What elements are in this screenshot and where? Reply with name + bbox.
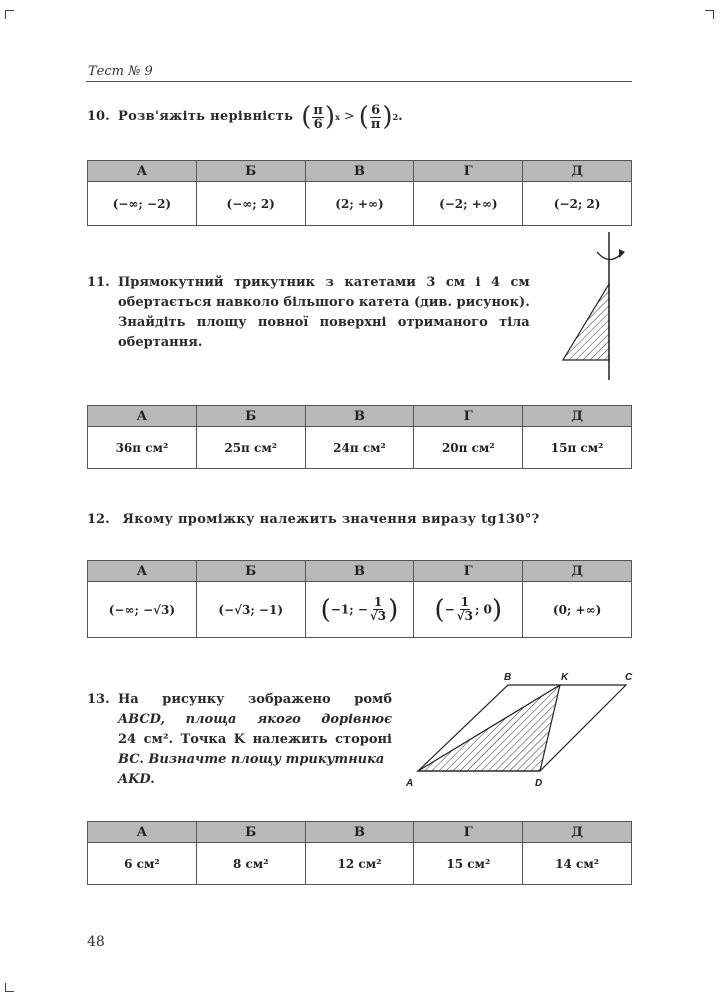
answer-v[interactable]: 24π см² <box>305 427 414 469</box>
answer-a[interactable]: (−∞; −2) <box>88 182 197 226</box>
option-label-b: Б <box>196 406 305 427</box>
question-11 <box>87 273 547 353</box>
option-label-v: В <box>305 161 414 182</box>
question-text: На рисунку зображено ромб ABCD, площа якого дорівнює 24 см². Точка K належить стороні BC. Визначте площу трикутника AKD. <box>118 692 392 787</box>
answer-b[interactable]: (−√3; −1) <box>196 582 305 638</box>
answer-b[interactable]: 25π см² <box>196 427 305 469</box>
answer-d[interactable]: (−2; 2) <box>523 182 632 226</box>
answer-g[interactable]: (−2; +∞) <box>414 182 523 226</box>
rotation-figure <box>555 232 635 382</box>
option-label-a: А <box>88 406 197 427</box>
answer-d[interactable]: 15π см² <box>523 427 632 469</box>
triangle-akd <box>418 685 560 771</box>
option-label-b: Б <box>196 822 305 843</box>
answer-table-12 <box>87 560 632 638</box>
answer-g[interactable]: 20π см² <box>414 427 523 469</box>
answer-v[interactable]: (−1; − $\frac{1}{√3}$ ) <box>305 582 414 638</box>
option-label-g: Г <box>414 406 523 427</box>
answer-table-13 <box>87 821 632 885</box>
header-divider <box>86 81 632 82</box>
question-text: Прямокутний трикутник з катетами 3 см і 4 см обертається навколо більшого катета (див. рисунок). Знайдіть площу повної поверхні отриманого тіла обертання. <box>118 275 530 350</box>
option-label-a: А <box>88 161 197 182</box>
answer-header-row <box>88 561 632 582</box>
page-number: 48 <box>87 934 105 950</box>
question-text: Якому проміжку належить значення виразу tg130°? <box>122 512 540 527</box>
answer-table-10 <box>87 160 632 226</box>
answer-header-row <box>88 406 632 427</box>
answer-values-row <box>88 843 632 885</box>
option-label-g: Г <box>414 161 523 182</box>
option-label-d: Д <box>523 161 632 182</box>
option-label-v: В <box>305 822 414 843</box>
crop-mark-bottom-left <box>5 983 14 992</box>
inequality-formula: ( $\frac{\pi}{6}$ ) x > ( $\frac{6}{\pi}$ ) 2 . <box>301 102 403 132</box>
vertex-label-k: K <box>561 672 569 683</box>
vertex-label-a: A <box>406 778 414 789</box>
question-10 <box>87 94 403 140</box>
question-number: 13. <box>87 692 110 707</box>
answer-values-row <box>88 427 632 469</box>
answer-g[interactable]: (− $\frac{1}{√3}$ ; 0) <box>414 582 523 638</box>
answer-header-row <box>88 161 632 182</box>
option-label-d: Д <box>523 822 632 843</box>
vertex-label-d: D <box>535 778 543 789</box>
answer-a[interactable]: 36π см² <box>88 427 197 469</box>
option-label-g: Г <box>414 561 523 582</box>
answer-d[interactable]: (0; +∞) <box>523 582 632 638</box>
question-number: 12. <box>87 512 110 527</box>
option-label-v: В <box>305 406 414 427</box>
answer-header-row <box>88 822 632 843</box>
answer-a[interactable]: (−∞; −√3) <box>88 582 197 638</box>
answer-a[interactable]: 6 см² <box>88 843 197 885</box>
crop-mark-top-right <box>705 10 714 19</box>
answer-g[interactable]: 15 см² <box>414 843 523 885</box>
answer-table-11 <box>87 405 632 469</box>
question-number: 11. <box>87 275 110 290</box>
question-number: 10. <box>87 109 110 124</box>
test-title: Тест № 9 <box>88 64 153 79</box>
option-label-a: А <box>88 822 197 843</box>
question-text: Розв'яжіть нерівність <box>118 109 294 124</box>
answer-values-row <box>88 182 632 226</box>
option-label-b: Б <box>196 161 305 182</box>
answer-b[interactable]: (−∞; 2) <box>196 182 305 226</box>
answer-v[interactable]: 12 см² <box>305 843 414 885</box>
option-label-d: Д <box>523 561 632 582</box>
option-label-v: В <box>305 561 414 582</box>
answer-values-row <box>88 582 632 638</box>
vertex-label-c: C <box>625 672 633 683</box>
option-label-a: А <box>88 561 197 582</box>
question-12 <box>87 510 540 530</box>
answer-d[interactable]: 14 см² <box>523 843 632 885</box>
rhombus-figure <box>400 668 640 793</box>
hatched-triangle <box>563 284 609 360</box>
option-label-b: Б <box>196 561 305 582</box>
question-13 <box>87 690 393 790</box>
crop-mark-top-left <box>5 10 14 19</box>
option-label-d: Д <box>523 406 632 427</box>
answer-v[interactable]: (2; +∞) <box>305 182 414 226</box>
option-label-g: Г <box>414 822 523 843</box>
answer-b[interactable]: 8 см² <box>196 843 305 885</box>
vertex-label-b: B <box>504 672 512 683</box>
